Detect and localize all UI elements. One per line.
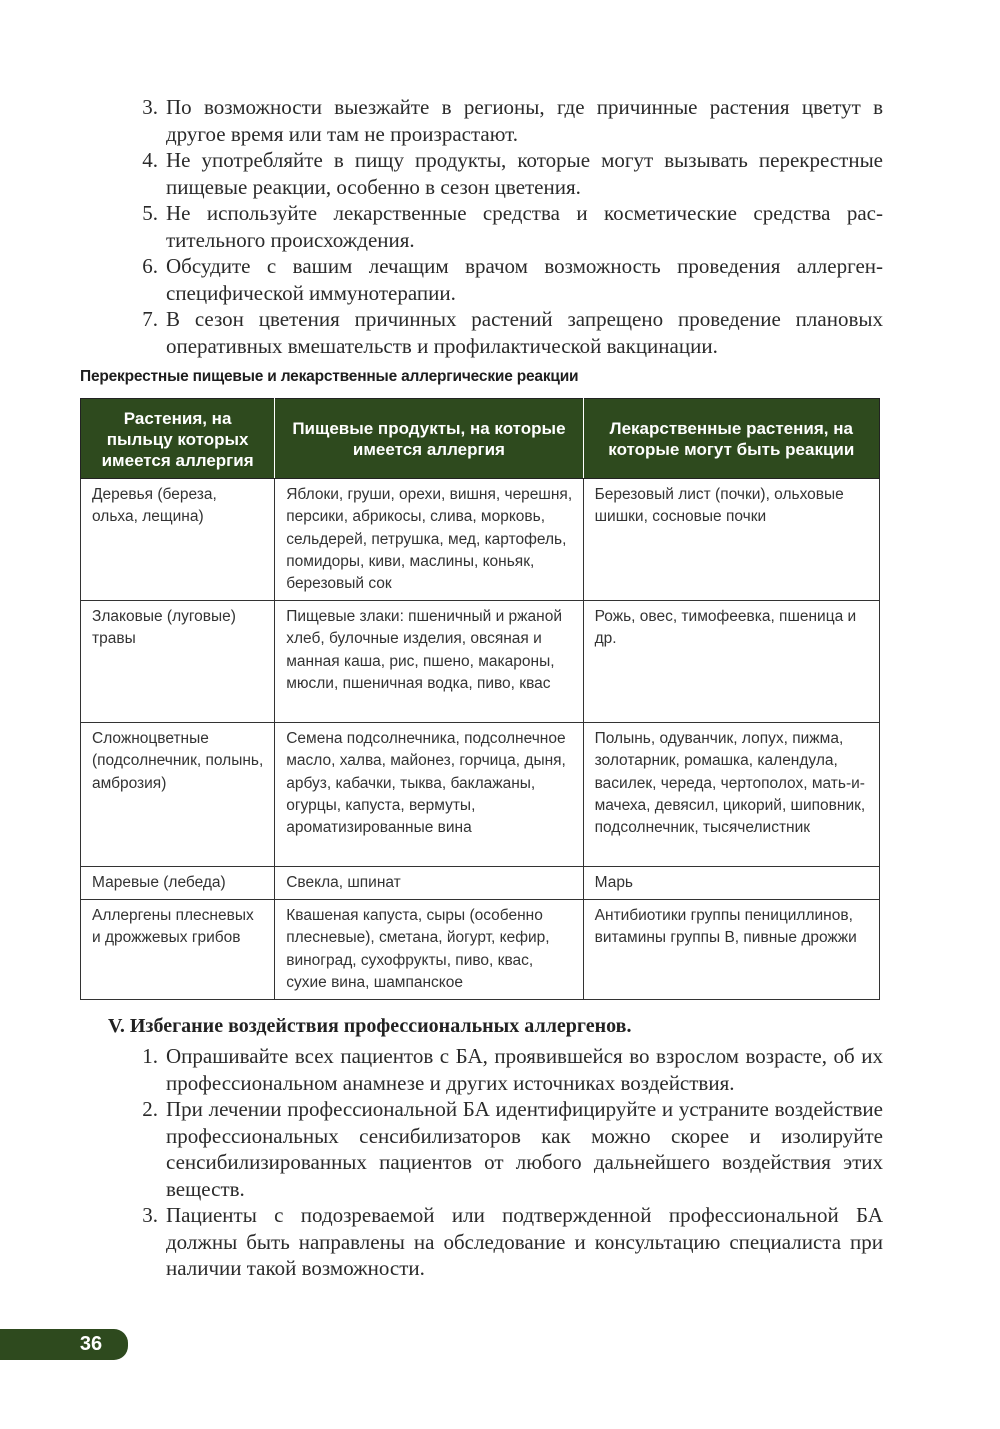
list-item-text: По возможности выезжайте в регионы, где причинные растения цветут в другое время или там не произрастают. [166, 95, 883, 146]
cross-reactions-table [80, 398, 880, 1000]
table-cell: Антибиотики группы пенициллинов, витамины группы В, пивные дрожжи [583, 900, 879, 1000]
table-row [81, 479, 880, 601]
list-item-text: Опрашивайте всех пациентов с БА, проявившейся во взрослом возрасте, об их профессиональном анамнезе и других источниках воздействия. [166, 1044, 883, 1095]
list-item [108, 94, 883, 147]
table-cell: Полынь, одуванчик, лопух, пижма, золотарник, ромашка, календула, василек, череда, чертополох, мать-и-мачеха, девясил, цикорий, шиповник, подсолнечник, тысячелистник [583, 723, 879, 867]
table-caption: Перекрестные пищевые и лекарственные аллергические реакции [80, 368, 579, 385]
list-item [108, 1043, 883, 1096]
list-item-text: При лечении профессиональной БА идентифицируйте и устраните воздействие профессиональных сенсибилизаторов как можно скорее и изолируйте сенсибилизированных пациентов от любого дальнейшего воздействия этих веществ. [166, 1097, 883, 1201]
list-item-text: Обсудите с вашим лечащим врачом возможность проведения аллерген-специфической иммунотерапии. [166, 254, 883, 305]
table-cell: Рожь, овес, тимофеевка, пшеница и др. [583, 601, 879, 723]
table-cell: Аллергены плесневых и дрожжевых грибов [81, 900, 275, 1000]
list-item-text: Не употребляйте в пищу продукты, которые могут вызывать перекрестные пищевые реакции, особенно в сезон цветения. [166, 148, 883, 199]
list-item [108, 253, 883, 306]
table-cell: Злаковые (луговые) травы [81, 601, 275, 723]
table-cell: Квашеная капуста, сыры (особенно плесневые), сметана, йогурт, кефир, виноград, сухофрукты, пиво, квас, сухие вина, шампанское [275, 900, 583, 1000]
table-row [81, 867, 880, 900]
table-row [81, 723, 880, 867]
table-row [81, 900, 880, 1000]
list-item [108, 1096, 883, 1202]
list-item-number: 5. [142, 201, 158, 225]
list-item-number: 6. [142, 254, 158, 278]
table-cell: Семена подсолнечника, подсолнечное масло, халва, майонез, горчица, дыня, арбуз, кабачки, тыква, баклажаны, огурцы, капуста, вермуты, ароматизированные вина [275, 723, 583, 867]
list-item-number: 4. [142, 148, 158, 172]
table-cell: Свекла, шпинат [275, 867, 583, 900]
list-item [108, 147, 883, 200]
table-cell: Деревья (береза, ольха, лещина) [81, 479, 275, 601]
list-item-number: 3. [142, 95, 158, 119]
list-item-text: В сезон цветения причинных растений запрещено проведение плановых оперативных вмешательств и профилактической вакцинации. [166, 307, 883, 358]
table-cell: Пищевые злаки: пшеничный и ржаной хлеб, булочные изделия, овсяная и манная каша, рис, пшено, макароны, мюсли, пшеничная водка, пиво, квас [275, 601, 583, 723]
section-numbered-list [108, 1043, 883, 1282]
column-header-foods: Пищевые продукты, на которые имеется аллергия [275, 399, 583, 479]
list-item-number: 1. [142, 1044, 158, 1068]
table-header-row [81, 399, 880, 479]
page-number-tab [0, 1329, 128, 1360]
table-cell: Сложноцветные (подсолнечник, полынь, амброзия) [81, 723, 275, 867]
table-cell: Яблоки, груши, орехи, вишня, черешня, персики, абрикосы, слива, морковь, сельдерей, петрушка, мед, картофель, помидоры, киви, маслины, коньяк, березовый сок [275, 479, 583, 601]
top-numbered-list [108, 94, 883, 359]
column-header-medicinal-plants: Лекарственные растения, на которые могут быть реакции [583, 399, 879, 479]
table-cell: Маревые (лебеда) [81, 867, 275, 900]
table-row [81, 601, 880, 723]
list-item [108, 1202, 883, 1282]
list-item [108, 200, 883, 253]
list-item-number: 3. [142, 1203, 158, 1227]
list-item-text: Не используйте лекарственные средства и косметические средства растительного происхождения. [166, 201, 883, 252]
list-item-number: 2. [142, 1097, 158, 1121]
table-cell: Марь [583, 867, 879, 900]
table-cell: Березовый лист (почки), ольховые шишки, сосновые почки [583, 479, 879, 601]
list-item-number: 7. [142, 307, 158, 331]
section-heading: V. Избегание воздействия профессиональных аллергенов. [108, 1015, 632, 1037]
list-item [108, 306, 883, 359]
page-number: 36 [79, 1333, 103, 1355]
column-header-plants: Растения, на пыльцу которых имеется аллергия [81, 399, 275, 479]
list-item-text: Пациенты с подозреваемой или подтвержденной профессиональной БА должны быть направлены на обследование и консультацию специалиста при наличии такой возможности. [166, 1203, 883, 1280]
